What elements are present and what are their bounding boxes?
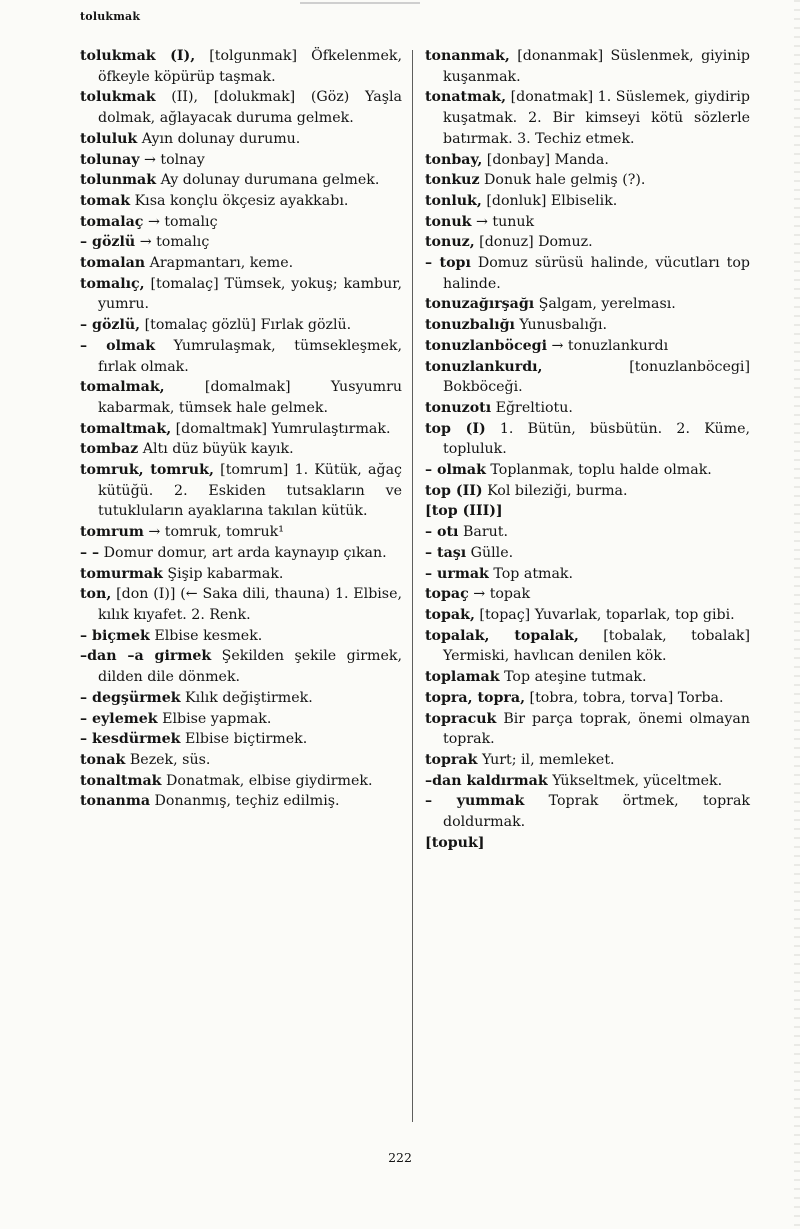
entry-headword: tombaz [80, 441, 139, 458]
entry-definition: Yükseltmek, yüceltmek. [547, 772, 723, 789]
entry-definition: → tomalıç [143, 213, 218, 230]
entry-headword: tomruk, tomruk, [80, 462, 214, 479]
entry-definition: Donuk hale gelmiş (?). [479, 172, 646, 189]
entry-definition: Top atmak. [488, 565, 574, 582]
dictionary-entry [425, 253, 750, 294]
dictionary-entry [425, 688, 750, 709]
dictionary-entry [425, 667, 750, 688]
entry-definition: Yumrulaşmak, tümsekleşmek, fırlak olmak. [98, 337, 402, 375]
dictionary-entry [425, 584, 750, 605]
entry-definition: Şalgam, yerelması. [534, 296, 676, 313]
entry-definition: Bir parça toprak, önemi olmayan toprak. [443, 710, 750, 748]
dictionary-entry [425, 771, 750, 792]
entry-definition: Elbise yapmak. [157, 710, 272, 727]
entry-headword: – kesdürmek [80, 731, 181, 748]
entry-definition: (II), [dolukmak] (Göz) Yaşla dolmak, ağlayacak duruma gelmek. [98, 89, 402, 127]
dictionary-entry [80, 191, 402, 212]
dictionary-entry [425, 543, 750, 564]
dictionary-entry [80, 584, 402, 625]
entry-definition: [tomalaç] Tümsek, yokuş; kambur, yumru. [98, 275, 402, 313]
dictionary-entry [425, 791, 750, 832]
entry-definition: Şekilden şekile girmek, dilden dile dönmek. [98, 648, 402, 686]
entry-headword: tomak [80, 192, 131, 209]
entry-headword: tomalan [80, 255, 146, 272]
dictionary-page [0, 46, 800, 1126]
dictionary-entry [80, 729, 402, 750]
dictionary-entry [425, 481, 750, 502]
entry-headword: tonuk [425, 213, 472, 230]
dictionary-entry [80, 419, 402, 440]
entry-definition: Bezek, süs. [125, 751, 211, 768]
entry-definition: Barut. [458, 524, 508, 541]
dictionary-entry [425, 170, 750, 191]
entry-definition: → tonuzlankurdı [546, 337, 669, 354]
dictionary-entry [425, 833, 750, 854]
entry-headword: topalak, topalak, [425, 627, 579, 644]
entry-definition: → topak [468, 586, 531, 603]
dictionary-entry [80, 150, 402, 171]
entry-headword: tomalmak, [80, 379, 165, 396]
dictionary-entry [80, 564, 402, 585]
page-number: 222 [388, 1150, 412, 1165]
entry-definition: [domalmak] Yusyumru kabarmak, tümsek hale gelmek. [98, 379, 402, 416]
entry-definition: Yunusbalığı. [514, 317, 607, 334]
entry-definition: → tomalıç [135, 234, 210, 251]
entry-headword: toplamak [425, 669, 500, 686]
scan-smudge [300, 2, 420, 4]
entry-definition: [don (I)] (← Saka dili, thauna) 1. Elbise, kılık kıyafet. 2. Renk. [98, 586, 402, 623]
entry-definition: [tobalak, tobalak] Yermiski, havlıcan denilen kök. [443, 627, 751, 665]
entry-definition: → tunuk [471, 213, 535, 230]
entry-headword: [topuk] [425, 834, 485, 851]
entry-headword: – olmak [80, 337, 156, 354]
entry-headword: tonanma [80, 793, 151, 810]
dictionary-entry [80, 87, 402, 128]
dictionary-entry [80, 377, 402, 418]
entry-headword: – urmak [425, 565, 489, 582]
entry-headword: – yummak [425, 793, 525, 810]
entry-headword: tonkuz [425, 172, 480, 189]
dictionary-entry [80, 791, 402, 812]
entry-headword: tonuzlanböcegi [425, 337, 547, 354]
dictionary-entry [425, 709, 750, 750]
entry-headword: tomaltmak, [80, 420, 172, 437]
entry-headword: – degşürmek [80, 689, 181, 706]
entry-definition: Donatmak, elbise giydirmek. [161, 772, 373, 789]
entry-definition: Kol bileziği, burma. [482, 482, 628, 499]
dictionary-entry [425, 191, 750, 212]
dictionary-entry [80, 274, 402, 315]
entry-headword: tonuz, [425, 234, 475, 251]
entry-headword: [top (III)] [425, 503, 503, 520]
entry-definition: Eğreltiotu. [491, 399, 573, 416]
dictionary-entry [80, 212, 402, 233]
entry-headword: – biçmek [80, 627, 150, 644]
dictionary-entry [425, 605, 750, 626]
dictionary-entry [80, 315, 402, 336]
entry-headword: tolukmak (I), [80, 48, 196, 64]
entry-definition: Domur domur, art arda kaynayıp çıkan. [99, 544, 387, 561]
entry-headword: tolunay [80, 151, 140, 168]
entry-definition: [tomrum] 1. Kütük, ağaç kütüğü. 2. Eskiden tutsakların ve tutukluların ayaklarına takılan kütük. [98, 462, 402, 520]
dictionary-entry [80, 253, 402, 274]
entry-definition: [tomalaç gözlü] Fırlak gözlü. [140, 317, 352, 334]
entry-headword: ton, [80, 586, 112, 603]
entry-headword: – olmak [425, 462, 486, 479]
dictionary-entry [80, 750, 402, 771]
dictionary-entry [80, 232, 402, 253]
entry-headword: toluluk [80, 130, 138, 147]
dictionary-entry [80, 543, 402, 564]
entry-headword: tomalıç, [80, 275, 145, 292]
running-head: tolukmak [80, 10, 141, 23]
entry-headword: tonuzlankurdı, [425, 358, 543, 375]
dictionary-entry [425, 357, 750, 398]
entry-headword: –dan kaldırmak [425, 772, 548, 789]
entry-definition: → tolnay [139, 151, 205, 168]
entry-definition: Toprak örtmek, toprak doldurmak. [443, 793, 750, 831]
entry-headword: – otı [425, 524, 459, 541]
dictionary-entry [425, 294, 750, 315]
dictionary-entry [80, 522, 402, 543]
entry-headword: top (II) [425, 482, 483, 499]
entry-definition: Top ateşine tutmak. [499, 669, 647, 686]
dictionary-entry [425, 212, 750, 233]
entry-definition: [tobra, tobra, torva] Torba. [525, 689, 724, 706]
entry-definition: Kısa konçlu ökçesiz ayakkabı. [130, 192, 349, 209]
entry-headword: –dan –a girmek [80, 648, 212, 665]
dictionary-entry [80, 646, 402, 687]
entry-definition: Ayın dolunay durumu. [137, 130, 301, 147]
entry-definition: [donluk] Elbiselik. [481, 192, 618, 209]
entry-headword: tonuzağırşağı [425, 296, 535, 313]
entry-definition: [topaç] Yuvarlak, toparlak, top gibi. [474, 606, 735, 623]
dictionary-entry [80, 46, 402, 87]
entry-headword: – – [80, 544, 100, 561]
dictionary-entry [80, 439, 402, 460]
entry-definition: Elbise biçtirmek. [180, 731, 308, 748]
entry-headword: tolunmak [80, 172, 157, 189]
entry-headword: top (I) [425, 420, 486, 437]
entry-headword: topak, [425, 606, 475, 623]
entry-definition: Kılık değiştirmek. [180, 689, 313, 706]
dictionary-entry [80, 336, 402, 377]
entry-definition: [donbay] Manda. [482, 151, 609, 168]
right-column [425, 46, 750, 853]
dictionary-entry [425, 501, 750, 522]
entry-headword: – eylemek [80, 710, 158, 727]
dictionary-entry [425, 87, 750, 149]
dictionary-entry [80, 626, 402, 647]
entry-headword: topra, topra, [425, 689, 526, 706]
entry-definition: Toplanmak, toplu halde olmak. [485, 462, 712, 479]
dictionary-entry [80, 129, 402, 150]
entry-headword: tomrum [80, 524, 144, 541]
dictionary-entry [80, 771, 402, 792]
entry-definition: Yurt; il, memleket. [477, 751, 615, 768]
column-divider [412, 50, 413, 1122]
entry-headword: – gözlü, [80, 317, 141, 334]
entry-headword: tonluk, [425, 192, 482, 209]
entry-headword: tonuzbalığı [425, 317, 515, 334]
dictionary-entry [425, 750, 750, 771]
entry-definition: Şişip kabarmak. [162, 565, 284, 582]
dictionary-entry [425, 46, 750, 87]
entry-headword: tonaltmak [80, 772, 162, 789]
entry-definition: 1. Bütün, büsbütün. 2. Küme, topluluk. [443, 420, 750, 458]
dictionary-entry [425, 315, 750, 336]
entry-headword: topaç [425, 586, 469, 603]
left-column [80, 46, 402, 812]
entry-definition: Donanmış, teçhiz edilmiş. [150, 793, 340, 810]
dictionary-entry [425, 336, 750, 357]
entry-definition: [tonuzlanböcegi] Bokböceği. [443, 358, 750, 396]
entry-definition: [tolgunmak] Öfkelenmek, öfkeyle köpürüp taşmak. [98, 48, 402, 85]
dictionary-entry [80, 170, 402, 191]
entry-headword: tolukmak [80, 89, 156, 106]
entry-definition: Gülle. [466, 544, 514, 561]
dictionary-entry [425, 398, 750, 419]
dictionary-entry [425, 522, 750, 543]
dictionary-entry [425, 564, 750, 585]
dictionary-entry [425, 419, 750, 460]
scan-edge [794, 0, 800, 1229]
entry-headword: tomalaç [80, 213, 144, 230]
entry-headword: tonbay, [425, 151, 483, 168]
entry-headword: – taşı [425, 544, 467, 561]
entry-definition: [domaltmak] Yumrulaştırmak. [171, 420, 391, 437]
entry-headword: topracuk [425, 710, 497, 727]
entry-definition: Arapmantarı, keme. [145, 255, 294, 272]
entry-definition: Elbise kesmek. [149, 627, 263, 644]
entry-definition: → tomruk, tomruk¹ [143, 524, 284, 541]
entry-definition: Domuz sürüsü halinde, vücutları top halinde. [443, 255, 750, 292]
entry-headword: – gözlü [80, 234, 136, 251]
dictionary-entry [425, 626, 750, 667]
entry-definition: Ay dolunay durumana gelmek. [156, 172, 380, 189]
entry-headword: – topı [425, 255, 471, 272]
dictionary-entry [425, 460, 750, 481]
entry-headword: tomurmak [80, 565, 163, 582]
dictionary-entry [80, 709, 402, 730]
entry-definition: Altı düz büyük kayık. [138, 441, 294, 458]
entry-definition: [donatmak] 1. Süslemek, giydirip kuşatmak. 2. Bir kimseyi kötü sözlerle batırmak. 3. Techiz etmek. [443, 89, 750, 147]
entry-headword: toprak [425, 751, 478, 768]
entry-definition: [donanmak] Süslenmek, giyinip kuşanmak. [443, 48, 750, 85]
dictionary-entry [425, 150, 750, 171]
entry-definition: [donuz] Domuz. [474, 234, 593, 251]
entry-headword: tonuzotı [425, 399, 492, 416]
dictionary-entry [80, 460, 402, 522]
dictionary-entry [80, 688, 402, 709]
entry-headword: tonak [80, 751, 126, 768]
dictionary-entry [425, 232, 750, 253]
entry-headword: tonanmak, [425, 48, 510, 64]
entry-headword: tonatmak, [425, 89, 507, 106]
